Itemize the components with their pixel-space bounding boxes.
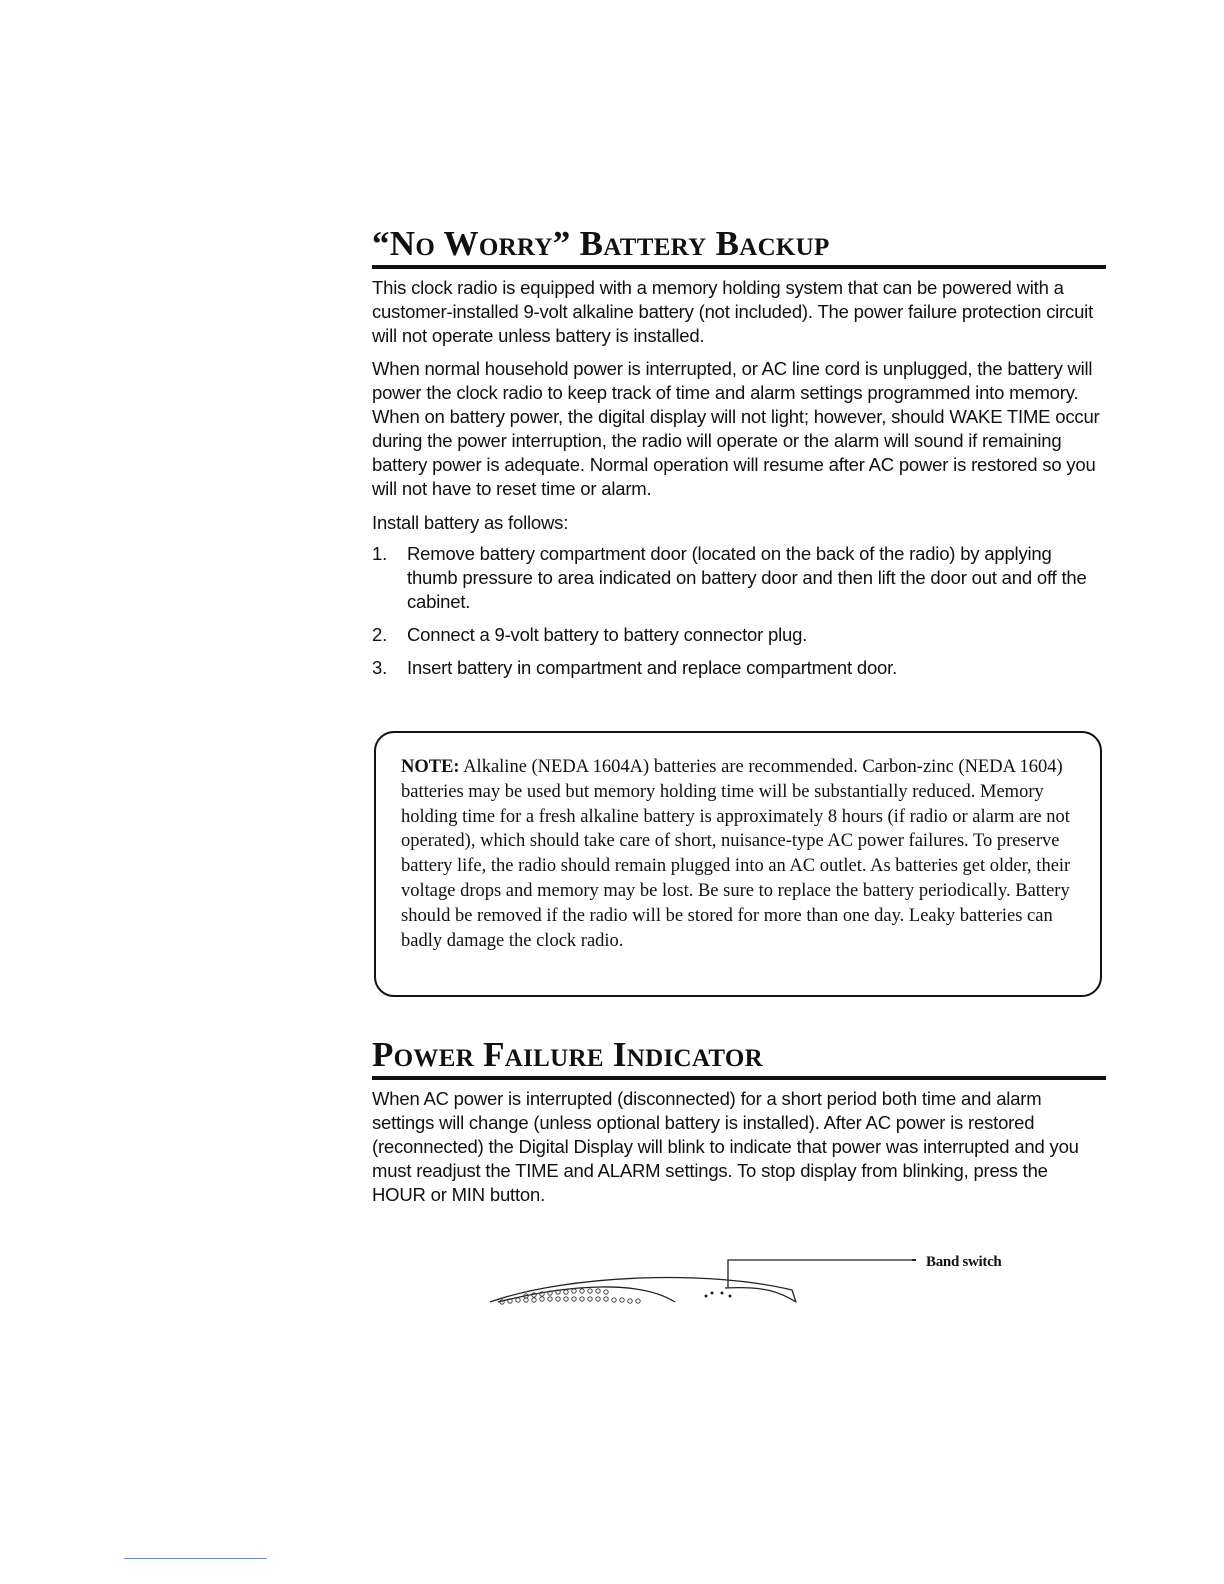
note-body: Alkaline (NEDA 1604A) batteries are recommended. Carbon-zinc (NEDA 1604) batteries may be used but memory holding time will be substantially reduced. Memory holding time for a fresh alkaline battery is approximately 8 hours (if radio or alarm are not operated), which should take care of short, nuisance-type AC power failures. To preserve battery life, the radio should remain plugged into an AC outlet. As batteries get older, their voltage drops and memory may be lost. Be sure to replace the battery periodically. Battery should be removed if the radio will be stored for more than one day. Leaky batteries can badly damage the clock radio. (401, 757, 1071, 951)
band-switch-leader (728, 1260, 912, 1288)
note-text (401, 755, 1078, 953)
footer-line (124, 1558, 267, 1559)
step-number: 2. (372, 624, 388, 645)
install-steps-list (372, 542, 1106, 680)
install-intro: Install battery as follows: (372, 512, 569, 533)
radio-right-outline (725, 1288, 796, 1302)
power-failure-paragraph: When AC power is interrupted (disconnected) for a short period both time and alarm settings will change (unless optional battery is installed). After AC power is restored (reconnected) the Digital Display will blink to indicate that power was interrupted and you must readjust the TIME and ALARM settings. To stop display from blinking, press the HOUR or MIN button. (372, 1088, 1079, 1205)
step-number: 1. (372, 543, 388, 564)
battery-backup-paragraph-2: When normal household power is interrupted, or AC line cord is unplugged, the battery will power the clock radio to keep track of time and alarm settings programmed into memory. When on battery power, the digital display will not light; however, should WAKE TIME occur during the power interruption, the radio will operate or the alarm will sound if remaining battery power is adequate. Normal operation will resume after AC power is restored so you will not have to reset time or alarm. (372, 358, 1100, 499)
band-switch-label: Band switch (926, 1254, 1002, 1270)
install-step (372, 656, 1106, 680)
step-text: Insert battery in compartment and replace compartment door. (407, 657, 898, 678)
step-number: 3. (372, 657, 388, 678)
battery-backup-paragraph-1: This clock radio is equipped with a memory holding system that can be powered with a customer-installed 9-volt alkaline battery (not included). The power failure protection circuit will not operate unless battery is installed. (372, 277, 1094, 346)
install-step (372, 623, 1106, 647)
battery-backup-heading: “No Worry” Battery Backup (372, 224, 830, 263)
install-step (372, 542, 1106, 614)
heading-rule (372, 265, 1106, 269)
power-failure-section (372, 1035, 1106, 1207)
step-text: Remove battery compartment door (located on the back of the radio) by applying thumb pressure to area indicated on battery door and then lift the door out and off the cabinet. (407, 543, 1087, 612)
power-failure-heading: Power Failure Indicator (372, 1035, 764, 1074)
step-text: Connect a 9-volt battery to battery connector plug. (407, 624, 808, 645)
battery-backup-section (372, 224, 1106, 689)
heading-rule (372, 1076, 1106, 1080)
note-label: NOTE: (401, 757, 460, 777)
note-box (374, 731, 1102, 997)
band-switch-marks (705, 1292, 732, 1298)
